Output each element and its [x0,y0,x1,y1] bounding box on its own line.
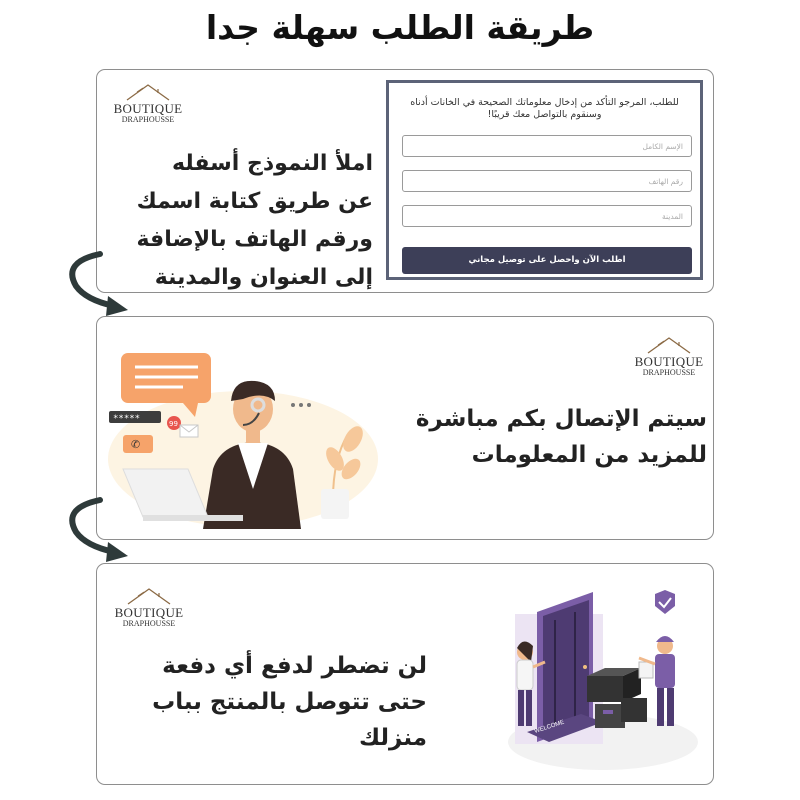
step2-line: سيتم الإتصال بكم مباشرة [415,406,707,432]
curved-arrow-icon [56,248,136,318]
step2-text [377,401,707,473]
step1-line: املأ النموذج أسفله [172,151,373,176]
password-text: ***** [113,414,141,424]
call-center-illustration [103,339,383,529]
step-card-form [96,69,714,293]
brand-logo [629,335,709,378]
full-name-field[interactable]: الإسم الكامل [402,135,692,157]
step1-line: عن طريق كتابة اسمك [136,189,373,214]
step1-line: إلى العنوان والمدينة [154,265,373,290]
phone-field[interactable]: رقم الهاتف [402,170,692,192]
brand-logo [109,586,189,629]
form-intro: للطلب، المرجو التأكد من إدخال معلوماتك الصحيحة في الخانات أدناه وسنقوم بالتواصل معك قريبًا! [410,97,679,120]
brand-sub: DRAPHOUSSE [121,115,175,124]
step3-line: حتى تتوصل بالمنتج بباب [152,689,427,715]
welcome-mat-text: WELCOME [533,719,566,735]
brand-sub: DRAPHOUSSE [122,619,176,628]
house-roof-icon [634,335,704,355]
step1-text [107,145,373,297]
city-field[interactable]: المدينة [402,205,692,227]
page-title: طريقة الطلب سهلة جدا [205,8,595,47]
house-roof-icon [113,82,183,102]
step-card-delivery [96,563,714,785]
brand-name: BOUTIQUE [114,605,184,620]
curved-arrow-icon [56,494,136,564]
order-submit-button[interactable]: اطلب الآن واحصل على توصيل مجاني [402,247,692,274]
step3-line: لن تضطر لدفع أي دفعة [162,653,427,679]
step2-line: للمزيد من المعلومات [471,442,707,468]
brand-logo [108,82,188,125]
brand-sub: DRAPHOUSSE [642,368,696,377]
brand-name: BOUTIQUE [634,354,704,369]
notification-badge: 99 [169,420,178,428]
svg-text:✆: ✆ [131,438,141,451]
step3-text [137,648,427,756]
step-card-call [96,316,714,540]
brand-name: BOUTIQUE [113,101,183,116]
step1-line: ورقم الهاتف بالإضافة [136,227,373,252]
order-form [386,80,703,280]
step3-line: منزلك [359,725,427,751]
delivery-illustration [493,572,699,778]
house-roof-icon [114,586,184,606]
